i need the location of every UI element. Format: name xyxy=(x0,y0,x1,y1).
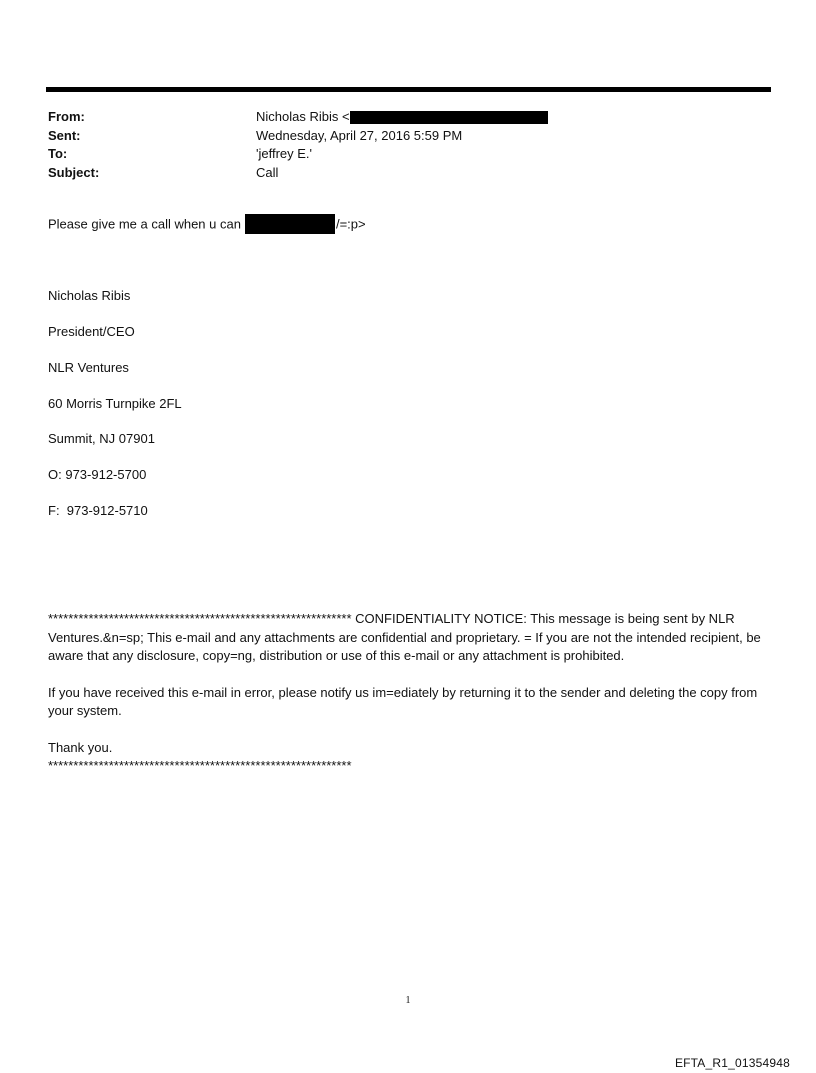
subject-label: Subject: xyxy=(48,164,100,180)
sent-label: Sent: xyxy=(48,127,81,143)
redaction-box-email xyxy=(350,111,548,124)
header-rule xyxy=(46,87,771,92)
notice-paragraph-2: If you have received this e-mail in error, please notify us im=ediately by returning it to the sender and deleting the copy from your system. xyxy=(48,684,758,718)
from-label: From: xyxy=(48,109,85,124)
to-value: 'jeffrey E.' xyxy=(256,146,313,161)
message-body xyxy=(48,215,366,235)
sent-row xyxy=(48,127,768,146)
signature-title: President/CEO xyxy=(48,324,135,339)
confidentiality-notice xyxy=(48,610,773,776)
notice-stars-footer: ************************************************************ xyxy=(48,758,352,773)
body-text: Please give me a call when u can xyxy=(48,216,241,232)
from-name: Nicholas Ribis < xyxy=(256,109,350,124)
notice-paragraph-1: ************************************************************ CONFIDENTIALITY NOTICE: This message is being sent by NLR Ventures.&n=sp; This e-mail and any attachments are confidential and proprietary. = If you are not the intended recipient, be aware that any disclosure, copy=ng, distribution or use of this e-mail or any attachment is prohibited. xyxy=(48,611,761,663)
signature-company: NLR Ventures xyxy=(48,360,129,375)
signature-address-line2: Summit, NJ 07901 xyxy=(48,431,155,446)
redaction-box-body xyxy=(245,214,335,234)
signature-fax: F: 973-912-5710 xyxy=(48,503,148,518)
body-text-suffix: /=:p> xyxy=(335,216,366,232)
to-label: To: xyxy=(48,146,68,161)
bates-number: EFTA_R1_01354948 xyxy=(674,1056,790,1070)
notice-thanks: Thank you. xyxy=(48,739,113,755)
subject-value: Call xyxy=(256,164,279,180)
from-value xyxy=(256,108,768,127)
to-row xyxy=(48,145,768,164)
page-number: 1 xyxy=(405,995,411,1006)
email-header xyxy=(48,108,768,182)
sent-value: Wednesday, April 27, 2016 5:59 PM xyxy=(256,127,463,143)
signature-office-phone: O: 973-912-5700 xyxy=(48,467,147,482)
signature-address-line1: 60 Morris Turnpike 2FL xyxy=(48,396,182,411)
signature-name: Nicholas Ribis xyxy=(48,288,131,303)
subject-row xyxy=(48,164,768,183)
from-row xyxy=(48,108,768,127)
